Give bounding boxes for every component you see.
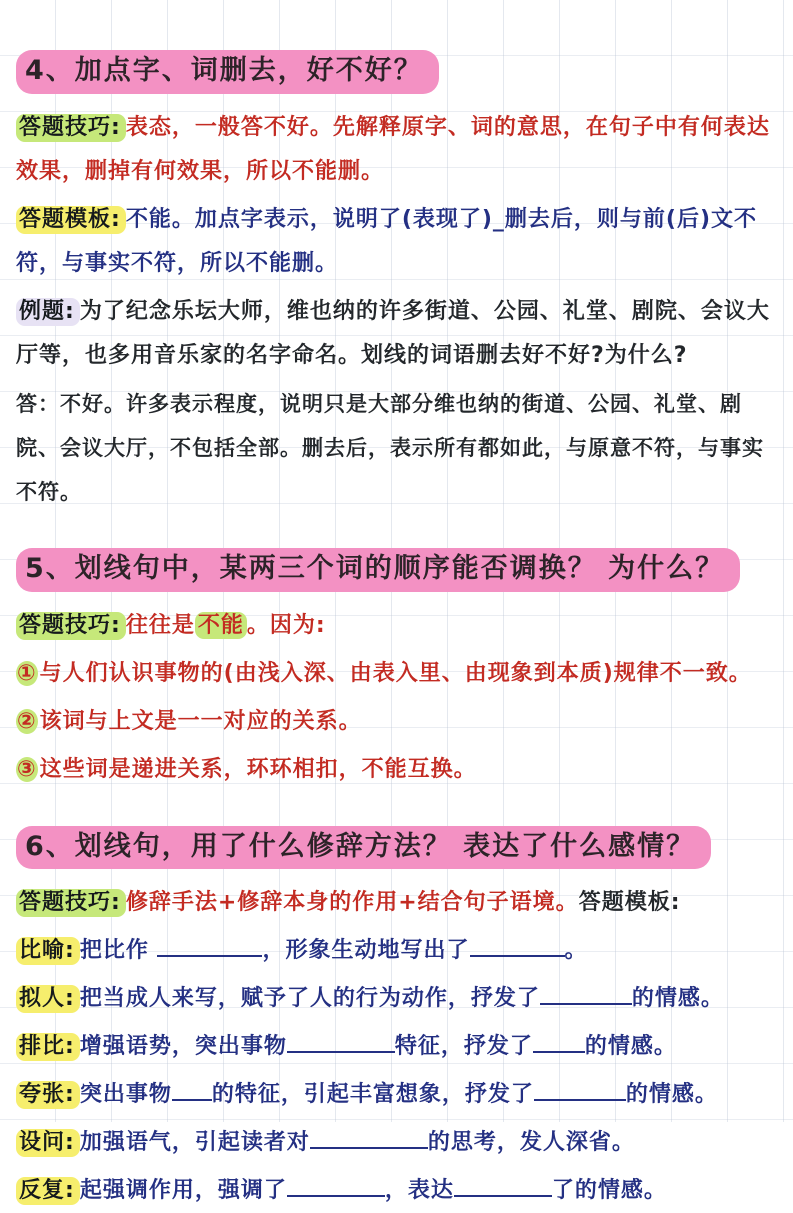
text-segment: 该词与上文是一一对应的关系。 — [40, 709, 362, 734]
text-line — [16, 1121, 781, 1165]
label-highlight: 设问: — [16, 1129, 80, 1157]
section-title: 6、划线句，用了什么修辞方法？ 表达了什么感情？ — [16, 826, 711, 870]
item-number: ① — [16, 661, 38, 686]
text-segment: ，形象生动地写出了 — [262, 938, 469, 963]
text-line — [16, 290, 781, 378]
text-segment: 的情感。 — [585, 1034, 677, 1059]
text-line — [16, 382, 781, 514]
text-segment: 了的情感。 — [552, 1178, 667, 1203]
text-segment: 答题模板: — [579, 890, 681, 915]
label-highlight: 例题: — [16, 298, 80, 326]
item-number: ③ — [16, 757, 38, 782]
label-highlight: 排比: — [16, 1033, 80, 1061]
text-segment: 不能。加点字表示，说明了(表现了)_删去后，则与前(后)文不符，与事实不符，所以不能删。 — [16, 207, 757, 276]
worksheet-content — [16, 50, 781, 1213]
section-q6 — [16, 826, 781, 1213]
section-q5 — [16, 548, 781, 792]
fill-blank — [172, 1078, 212, 1101]
text-segment: 把当成人来写，赋予了人的行为动作，抒发了 — [80, 986, 540, 1011]
text-segment: 表态，一般答不好。先解释原字、词的意思，在句子中有何表达效果，删掉有何效果，所以不能删。 — [16, 115, 770, 184]
text-line — [16, 1169, 781, 1213]
label-highlight: 答题技巧: — [16, 889, 126, 917]
fill-blank — [287, 1174, 385, 1197]
fill-blank — [310, 1126, 428, 1149]
item-number: ② — [16, 709, 38, 734]
text-segment: 往往是 — [126, 613, 195, 638]
text-segment: 答：不好。许多表示程度，说明只是大部分维也纳的街道、公园、礼堂、剧院、会议大厅，不包括全部。删去后，表示所有都如此，与原意不符，与事实不符。 — [16, 392, 764, 504]
text-segment: 的特征，引起丰富想象，抒发了 — [212, 1082, 534, 1107]
fill-blank — [157, 934, 262, 957]
fill-blank — [534, 1078, 626, 1101]
text-line — [16, 700, 781, 744]
text-line — [16, 929, 781, 973]
label-highlight: 比喻: — [16, 937, 80, 965]
text-segment: 与人们认识事物的(由浅入深、由表入里、由现象到本质)规律不一致。 — [40, 661, 752, 686]
fill-blank — [470, 934, 565, 957]
text-segment: 特征，抒发了 — [395, 1034, 533, 1059]
text-segment: 这些词是递进关系，环环相扣，不能互换。 — [40, 757, 477, 782]
text-line — [16, 604, 781, 648]
text-line — [16, 881, 781, 925]
fill-blank — [287, 1030, 395, 1053]
text-segment: 为了纪念乐坛大师，维也纳的许多街道、公园、礼堂、剧院、会议大厅等，也多用音乐家的名字命名。划线的词语删去好不好?为什么? — [16, 299, 770, 368]
label-highlight: 拟人: — [16, 985, 80, 1013]
text-segment: 的思考，发人深省。 — [428, 1130, 635, 1155]
label-highlight: 反复: — [16, 1177, 80, 1205]
label-highlight: 答题技巧: — [16, 612, 126, 640]
text-line — [16, 1025, 781, 1069]
section-title: 4、加点字、词删去，好不好？ — [16, 50, 439, 94]
text-segment: 。因为: — [247, 613, 326, 638]
text-segment: ，表达 — [385, 1178, 454, 1203]
label-highlight: 夸张: — [16, 1081, 80, 1109]
text-line — [16, 198, 781, 286]
fill-blank — [533, 1030, 585, 1053]
section-q4 — [16, 50, 781, 514]
text-segment: 把比作 — [80, 938, 158, 963]
label-highlight: 答题技巧: — [16, 114, 126, 142]
text-segment: 的情感。 — [626, 1082, 718, 1107]
label-highlight: 答题模板: — [16, 206, 126, 234]
text-segment: 。 — [565, 938, 588, 963]
text-segment: 不能 — [195, 612, 247, 639]
text-line — [16, 106, 781, 194]
text-line — [16, 977, 781, 1021]
text-segment: 增强语势，突出事物 — [80, 1034, 287, 1059]
text-line — [16, 1073, 781, 1117]
text-segment: 突出事物 — [80, 1082, 172, 1107]
text-segment: 修辞手法+修辞本身的作用+结合句子语境。 — [126, 890, 579, 915]
text-line — [16, 652, 781, 696]
text-line — [16, 748, 781, 792]
fill-blank — [540, 982, 632, 1005]
text-segment: 起强调作用，强调了 — [80, 1178, 287, 1203]
text-segment: 加强语气，引起读者对 — [80, 1130, 310, 1155]
section-title: 5、划线句中，某两三个词的顺序能否调换？ 为什么？ — [16, 548, 740, 592]
fill-blank — [454, 1174, 552, 1197]
text-segment: 的情感。 — [632, 986, 724, 1011]
